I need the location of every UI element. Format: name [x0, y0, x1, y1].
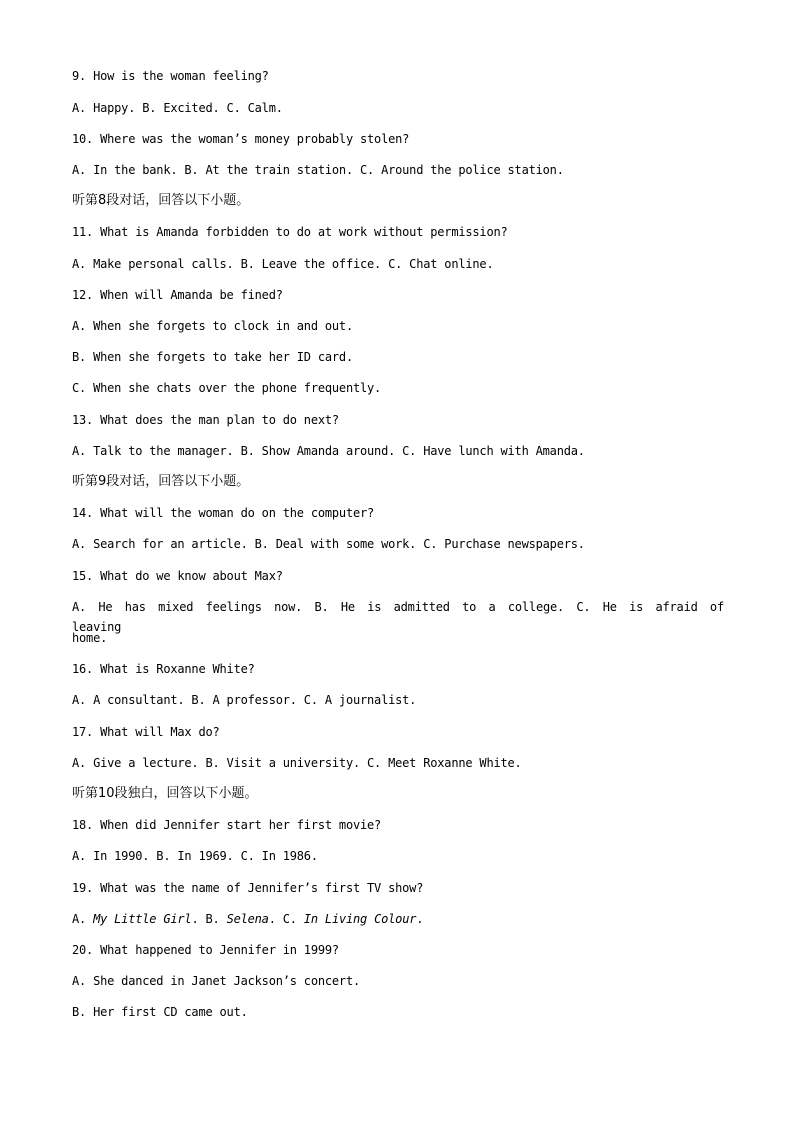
option-12-b: B. When she forgets to take her ID card.: [72, 350, 353, 364]
option-20-a: A. She danced in Janet Jackson’s concert.: [72, 974, 361, 988]
option-19-b-prefix: . B.: [191, 912, 227, 926]
options-10: A. In the bank. B. At the train station. C. Around the police station.: [72, 163, 564, 177]
option-20-b: B. Her first CD came out.: [72, 1005, 248, 1019]
option-19-c-title: In Living Colour: [303, 912, 417, 926]
section-heading-9: 听第9段对话，回答以下小题。: [72, 474, 250, 489]
question-11: 11. What is Amanda forbidden to do at work without permission?: [72, 225, 508, 239]
question-20: 20. What happened to Jennifer in 1999?: [72, 943, 339, 957]
question-15: 15. What do we know about Max?: [72, 569, 283, 583]
option-19-end: .: [416, 912, 424, 926]
question-13: 13. What does the man plan to do next?: [72, 413, 339, 427]
options-15-continued: home.: [72, 631, 108, 645]
options-17: A. Give a lecture. B. Visit a university. C. Meet Roxanne White.: [72, 756, 522, 770]
question-19: 19. What was the name of Jennifer’s first TV show?: [72, 881, 424, 895]
option-19-b-title: Selena: [226, 912, 269, 926]
options-9: A. Happy. B. Excited. C. Calm.: [72, 101, 283, 115]
option-12-a: A. When she forgets to clock in and out.: [72, 319, 353, 333]
question-12: 12. When will Amanda be fined?: [72, 288, 283, 302]
section-heading-10: 听第10段独白，回答以下小题。: [72, 786, 258, 801]
question-9: 9. How is the woman feeling?: [72, 69, 269, 83]
question-10: 10. Where was the woman’s money probably stolen?: [72, 132, 410, 146]
section-heading-8: 听第8段对话，回答以下小题。: [72, 193, 250, 208]
option-19-a-title: My Little Girl: [93, 912, 192, 926]
options-11: A. Make personal calls. B. Leave the office. C. Chat online.: [72, 257, 494, 271]
options-13: A. Talk to the manager. B. Show Amanda around. C. Have lunch with Amanda.: [72, 444, 585, 458]
options-19: [72, 909, 724, 929]
option-12-c: C. When she chats over the phone frequently.: [72, 381, 382, 395]
option-19-c-prefix: . C.: [268, 912, 304, 926]
options-16: A. A consultant. B. A professor. C. A journalist.: [72, 693, 417, 707]
options-18: A. In 1990. B. In 1969. C. In 1986.: [72, 849, 318, 863]
option-19-a-prefix: A.: [72, 912, 94, 926]
question-18: 18. When did Jennifer start her first movie?: [72, 818, 382, 832]
options-14: A. Search for an article. B. Deal with some work. C. Purchase newspapers.: [72, 537, 585, 551]
options-15: A. He has mixed feelings now. B. He is admitted to a college. C. He is afraid of leaving: [72, 600, 724, 634]
question-16: 16. What is Roxanne White?: [72, 662, 255, 676]
question-17: 17. What will Max do?: [72, 725, 220, 739]
question-14: 14. What will the woman do on the computer?: [72, 506, 375, 520]
